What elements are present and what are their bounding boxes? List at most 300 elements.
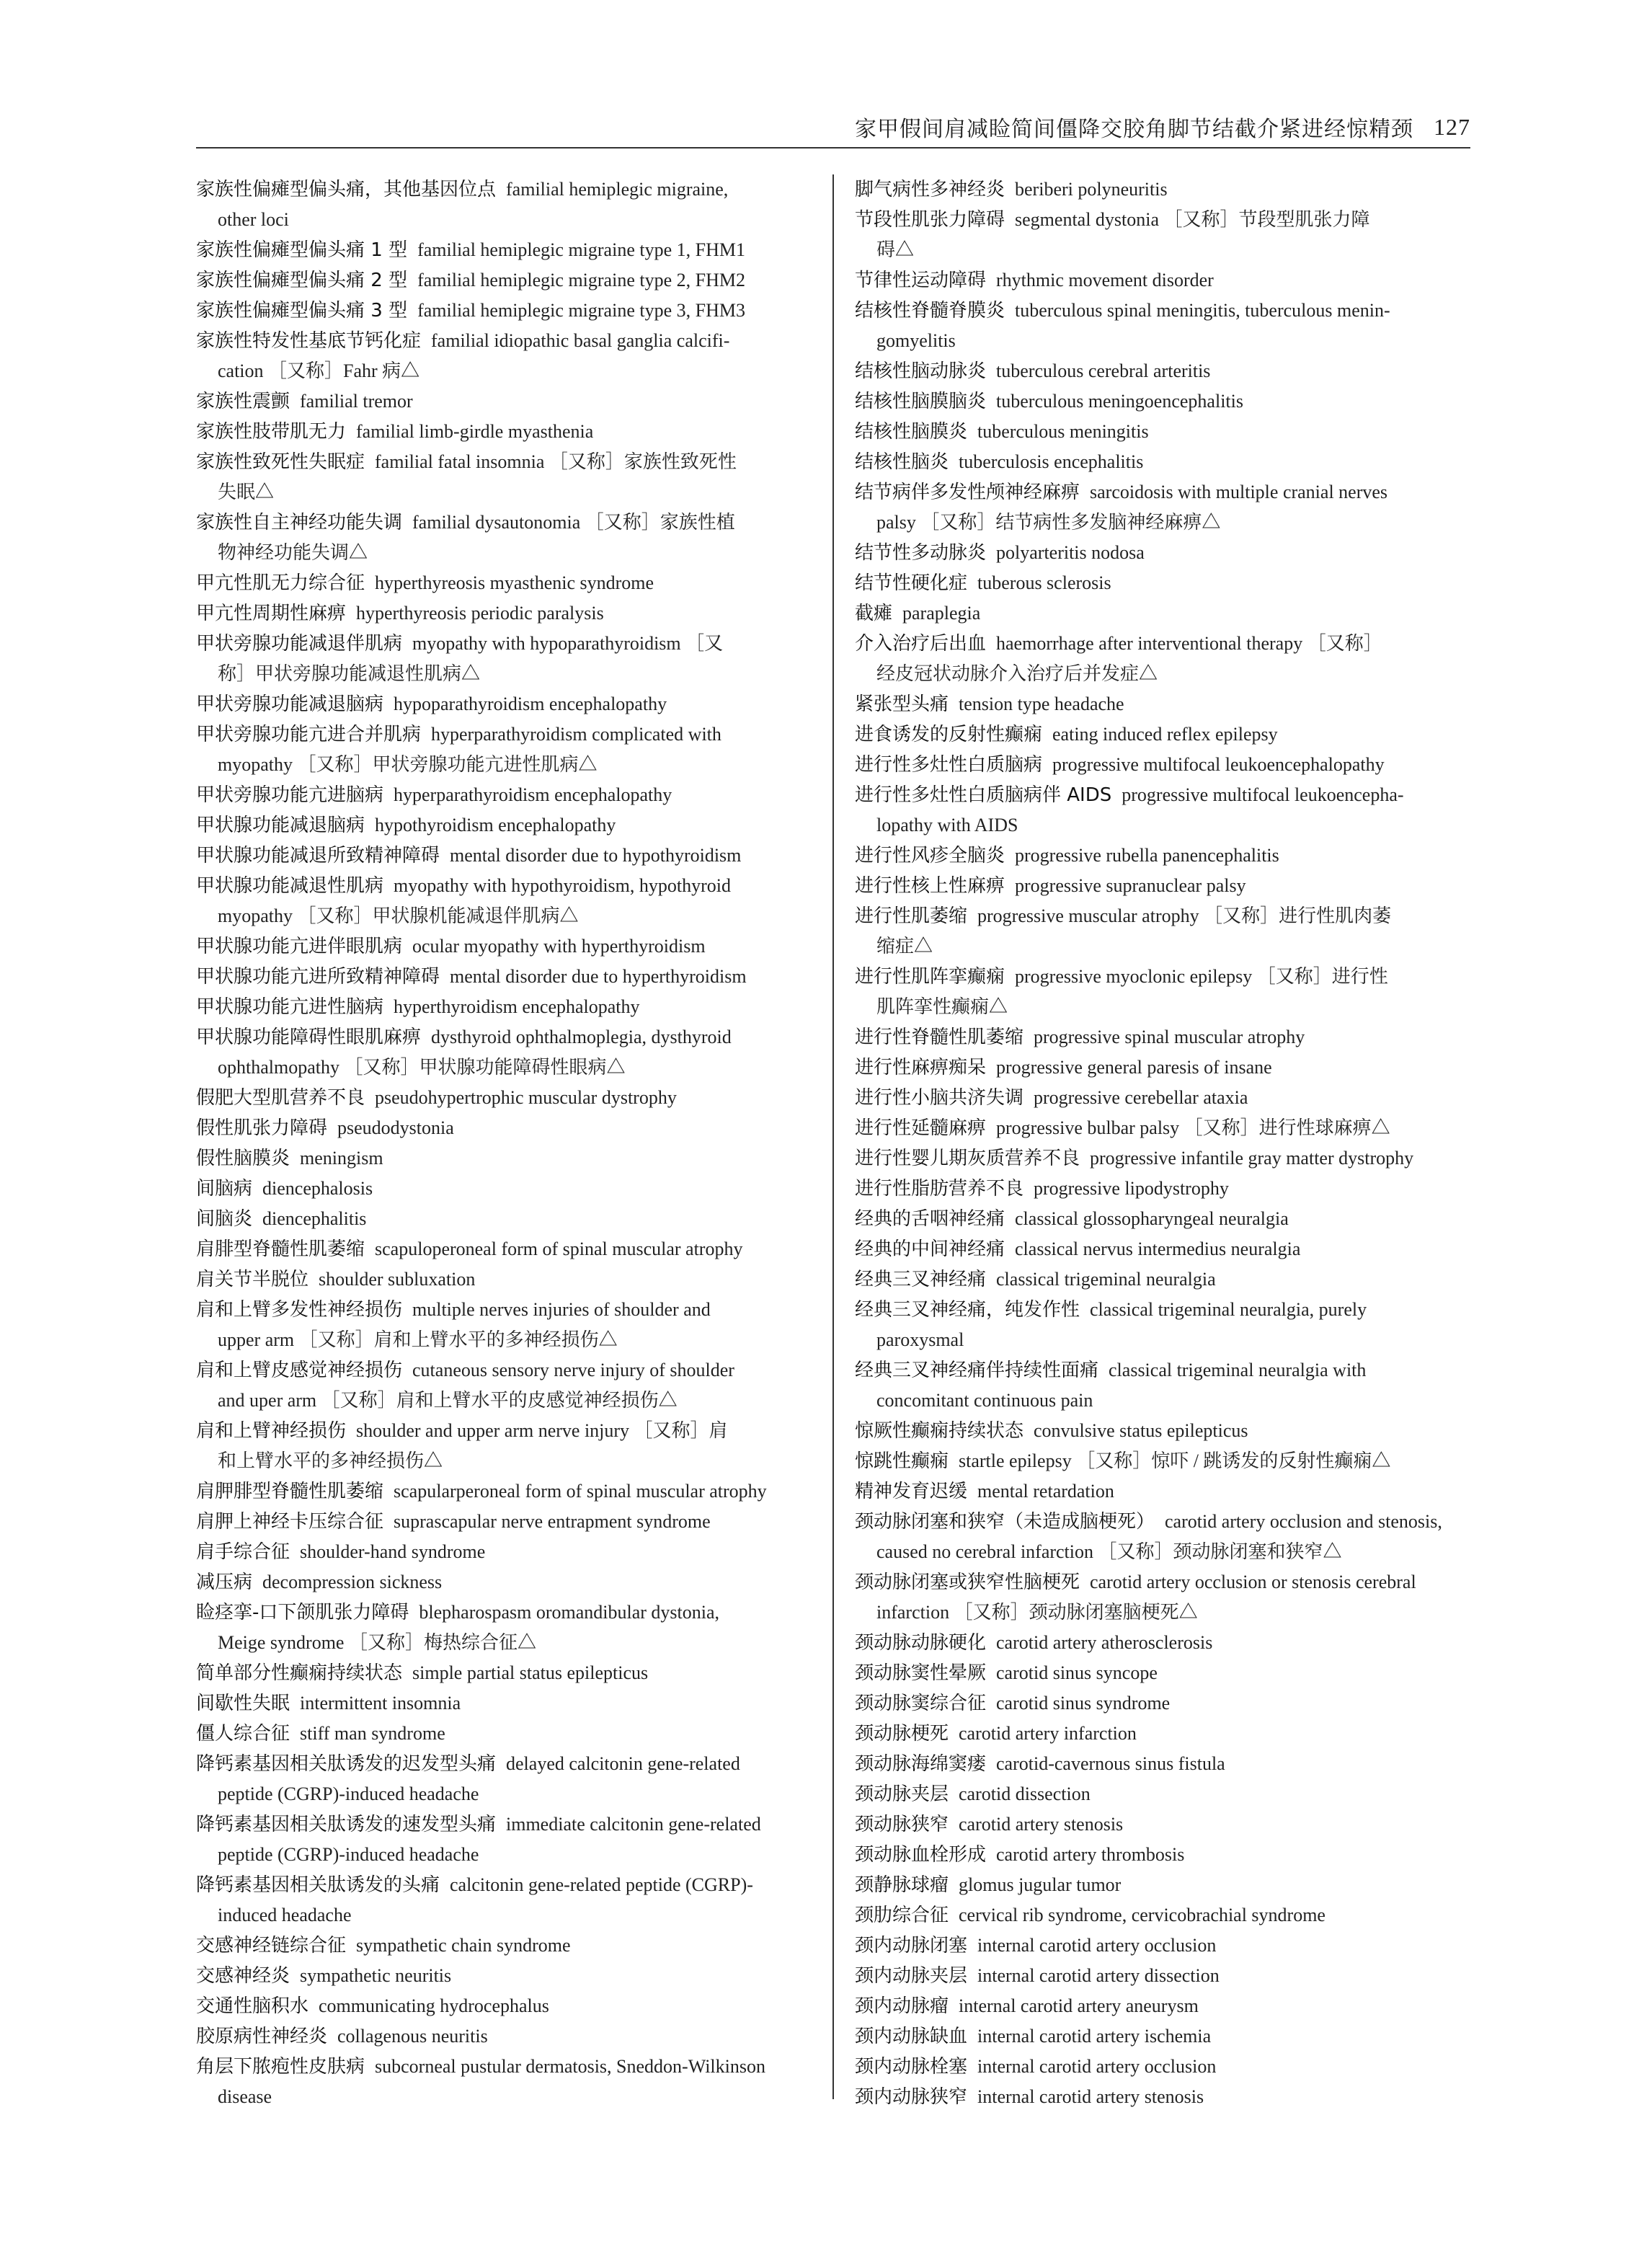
english-term: gomyelitis bbox=[876, 330, 956, 351]
entry-first-line bbox=[196, 780, 817, 810]
chinese-term: 肩腓型脊髓性肌萎缩 bbox=[196, 1238, 365, 1260]
chinese-term: 肩关节半脱位 bbox=[196, 1269, 309, 1290]
glossary-entry bbox=[196, 326, 817, 386]
glossary-entry bbox=[855, 750, 1470, 780]
entry-first-line bbox=[855, 750, 1470, 780]
english-term: sympathetic neuritis bbox=[300, 1965, 452, 1986]
glossary-entry bbox=[855, 1719, 1470, 1749]
chinese-term: 甲状腺功能亢进所致精神障碍 bbox=[196, 966, 440, 988]
english-term: internal carotid artery dissection bbox=[977, 1965, 1220, 1986]
chinese-term: 进行性小脑共济失调 bbox=[855, 1087, 1024, 1109]
glossary-entry bbox=[855, 1264, 1470, 1295]
chinese-term: 肩手综合征 bbox=[196, 1541, 290, 1563]
entry-first-line bbox=[196, 1143, 817, 1174]
glossary-entry bbox=[196, 1022, 817, 1083]
chinese-term: 假肥大型肌营养不良 bbox=[196, 1087, 365, 1109]
chinese-term: 进行性脊髓性肌萎缩 bbox=[855, 1027, 1024, 1048]
entry-continuation-line bbox=[196, 750, 817, 780]
english-term: mental disorder due to hypothyroidism bbox=[450, 845, 742, 866]
entry-continuation-line bbox=[855, 326, 1470, 356]
entry-continuation-line bbox=[855, 810, 1470, 841]
chinese-term: 进行性核上性麻痹 bbox=[855, 875, 1005, 897]
chinese-term: 颈内动脉缺血 bbox=[855, 2026, 968, 2047]
entry-first-line bbox=[855, 1264, 1470, 1295]
english-term: lopathy with AIDS bbox=[876, 815, 1018, 835]
english-term: palsy ［又称］结节病性多发脑神经麻痹△ bbox=[876, 512, 1221, 533]
english-term: tuberculosis encephalitis bbox=[959, 451, 1144, 472]
entry-first-line bbox=[196, 1688, 817, 1719]
entry-first-line bbox=[855, 356, 1470, 386]
entry-first-line bbox=[196, 841, 817, 871]
glossary-entry bbox=[855, 1416, 1470, 1446]
entry-first-line bbox=[855, 1688, 1470, 1719]
entry-continuation-line bbox=[196, 659, 817, 689]
glossary-entry bbox=[196, 1809, 817, 1870]
entry-first-line bbox=[196, 2021, 817, 2052]
english-term: multiple nerves injuries of shoulder and bbox=[412, 1299, 711, 1320]
glossary-entry bbox=[196, 1658, 817, 1688]
english-term: concomitant continuous pain bbox=[876, 1390, 1093, 1411]
english-term: eating induced reflex epilepsy bbox=[1052, 724, 1278, 745]
chinese-term: 惊厥性癫痫持续状态 bbox=[855, 1420, 1024, 1442]
header-title: 家甲假间肩减睑简间僵降交胶角脚节结截介紧进经惊精颈 bbox=[855, 117, 1413, 142]
entry-first-line bbox=[855, 1719, 1470, 1749]
chinese-term: 进行性婴儿期灰质营养不良 bbox=[855, 1148, 1080, 1169]
entry-first-line bbox=[196, 1961, 817, 1991]
glossary-entry bbox=[855, 598, 1470, 629]
chinese-term: 降钙素基因相关肽诱发的速发型头痛 bbox=[196, 1814, 497, 1835]
glossary-entry bbox=[196, 1537, 817, 1567]
chinese-term: 甲状腺功能障碍性眼肌麻痹 bbox=[196, 1027, 422, 1048]
chinese-term: 肩和上臂皮感觉神经损伤 bbox=[196, 1360, 403, 1381]
glossary-entry bbox=[196, 417, 817, 447]
chinese-term: 家族性致死性失眠症 bbox=[196, 451, 365, 473]
chinese-term: 进行性脂肪营养不良 bbox=[855, 1178, 1024, 1200]
entry-first-line bbox=[855, 477, 1470, 507]
chinese-term: 间歇性失眠 bbox=[196, 1693, 290, 1714]
entry-first-line bbox=[855, 871, 1470, 901]
english-term: convulsive status epilepticus bbox=[1034, 1420, 1248, 1441]
glossary-entry bbox=[196, 1870, 817, 1931]
entry-first-line bbox=[196, 1295, 817, 1325]
glossary-entry bbox=[855, 538, 1470, 568]
entry-first-line bbox=[855, 1658, 1470, 1688]
glossary-entry bbox=[855, 205, 1470, 265]
chinese-term: 结节性多动脉炎 bbox=[855, 542, 987, 564]
entry-first-line bbox=[196, 235, 817, 265]
english-term: collagenous neuritis bbox=[337, 2026, 488, 2047]
english-term: carotid artery occlusion or stenosis cerebral bbox=[1090, 1572, 1416, 1592]
english-term: classical trigeminal neuralgia with bbox=[1109, 1360, 1367, 1380]
english-term: pseudohypertrophic muscular dystrophy bbox=[375, 1087, 677, 1108]
glossary-entry bbox=[855, 296, 1470, 356]
english-term: hyperparathyroidism complicated with bbox=[431, 724, 721, 745]
glossary-entry bbox=[855, 568, 1470, 598]
entry-continuation-line bbox=[196, 538, 817, 568]
glossary-entry bbox=[196, 1749, 817, 1809]
english-term: tension type headache bbox=[959, 693, 1124, 714]
chinese-term: 进行性多灶性白质脑病伴 AIDS bbox=[855, 784, 1112, 806]
glossary-entry bbox=[196, 992, 817, 1022]
glossary-entry bbox=[855, 719, 1470, 750]
entry-first-line bbox=[855, 296, 1470, 326]
glossary-entry bbox=[196, 1688, 817, 1719]
running-header bbox=[196, 107, 1470, 149]
glossary-entry bbox=[196, 568, 817, 598]
chinese-term: 降钙素基因相关肽诱发的头痛 bbox=[196, 1874, 440, 1896]
glossary-entry bbox=[196, 841, 817, 871]
entry-first-line bbox=[196, 2052, 817, 2082]
english-term: progressive lipodystrophy bbox=[1034, 1178, 1229, 1199]
entry-first-line bbox=[196, 326, 817, 356]
chinese-term: 家族性肢带肌无力 bbox=[196, 421, 347, 443]
english-term: calcitonin gene-related peptide (CGRP)- bbox=[450, 1874, 753, 1895]
english-term: blepharospasm oromandibular dystonia, bbox=[419, 1602, 720, 1623]
english-term: classical glossopharyngeal neuralgia bbox=[1015, 1208, 1289, 1229]
english-term: infarction ［又称］颈动脉闭塞脑梗死△ bbox=[876, 1602, 1198, 1623]
entry-first-line bbox=[855, 265, 1470, 296]
glossary-entry bbox=[196, 1174, 817, 1204]
glossary-entry bbox=[196, 1416, 817, 1476]
chinese-term: 家族性偏瘫型偏头痛，其他基因位点 bbox=[196, 179, 497, 200]
chinese-term: 颈动脉闭塞或狭窄性脑梗死 bbox=[855, 1572, 1080, 1593]
chinese-term: 角层下脓疱性皮肤病 bbox=[196, 2056, 365, 2078]
glossary-entry bbox=[196, 386, 817, 417]
chinese-term: 降钙素基因相关肽诱发的迟发型头痛 bbox=[196, 1753, 497, 1775]
entry-first-line bbox=[196, 1991, 817, 2021]
english-term: haemorrhage after interventional therapy ［又称］ bbox=[996, 633, 1382, 654]
chinese-term: 结核性脑膜脑炎 bbox=[855, 391, 987, 412]
chinese-term: 进行性肌阵挛癫痫 bbox=[855, 966, 1005, 988]
chinese-term: 经典三叉神经痛伴持续性面痛 bbox=[855, 1360, 1099, 1381]
entry-continuation-line bbox=[196, 1325, 817, 1355]
english-term: familial hemiplegic migraine type 2, FHM2 bbox=[417, 270, 745, 291]
english-term: cation ［又称］Fahr 病△ bbox=[218, 360, 420, 381]
glossary-entry bbox=[196, 1204, 817, 1234]
chinese-term: 颈动脉夹层 bbox=[855, 1783, 949, 1805]
entry-continuation-line bbox=[196, 1446, 817, 1476]
entry-continuation-line bbox=[855, 1597, 1470, 1628]
chinese-term: 睑痉挛-口下颌肌张力障碍 bbox=[196, 1602, 409, 1623]
glossary-entry bbox=[196, 780, 817, 810]
english-term: mental retardation bbox=[977, 1481, 1114, 1502]
glossary-entry bbox=[855, 1355, 1470, 1416]
glossary-entry bbox=[855, 1779, 1470, 1809]
entry-first-line bbox=[196, 386, 817, 417]
entry-first-line bbox=[855, 1628, 1470, 1658]
entry-continuation-line bbox=[196, 1840, 817, 1870]
english-term: tuberculous meningoencephalitis bbox=[996, 391, 1243, 412]
entry-first-line bbox=[855, 2082, 1470, 2112]
glossary-entry bbox=[855, 962, 1470, 1022]
entry-first-line bbox=[196, 568, 817, 598]
chinese-term: 家族性偏瘫型偏头痛 3 型 bbox=[196, 300, 408, 322]
chinese-term: 颈动脉窦综合征 bbox=[855, 1693, 987, 1714]
entry-continuation-line bbox=[855, 659, 1470, 689]
entry-continuation-line bbox=[196, 1900, 817, 1931]
entry-first-line bbox=[855, 1143, 1470, 1174]
entry-first-line bbox=[855, 1931, 1470, 1961]
english-term: upper arm ［又称］肩和上臂水平的多神经损伤△ bbox=[218, 1329, 618, 1350]
glossary-entry bbox=[855, 2052, 1470, 2082]
english-term: internal carotid artery stenosis bbox=[977, 2086, 1204, 2107]
chinese-term: 进行性延髓麻痹 bbox=[855, 1117, 987, 1139]
glossary-entry bbox=[196, 174, 817, 235]
english-term: segmental dystonia ［又称］节段型肌张力障 bbox=[1015, 209, 1370, 230]
entry-first-line bbox=[855, 1174, 1470, 1204]
english-term: progressive multifocal leukoencephalopathy bbox=[1052, 754, 1385, 775]
chinese-term: 进食诱发的反射性癫痫 bbox=[855, 724, 1043, 745]
entry-first-line bbox=[855, 629, 1470, 659]
english-term: familial hemiplegic migraine type 3, FHM3 bbox=[417, 300, 745, 321]
glossary-entry bbox=[855, 1204, 1470, 1234]
english-term: progressive general paresis of insane bbox=[996, 1057, 1272, 1078]
english-term: shoulder and upper arm nerve injury ［又称］肩 bbox=[356, 1420, 728, 1441]
english-term: cervical rib syndrome, cervicobrachial syndrome bbox=[959, 1905, 1325, 1925]
entry-first-line bbox=[196, 1416, 817, 1446]
glossary-entry bbox=[196, 598, 817, 629]
entry-first-line bbox=[196, 1597, 817, 1628]
left-column bbox=[196, 174, 817, 2112]
english-term: disease bbox=[218, 2086, 272, 2107]
chinese-term: 甲状旁腺功能减退伴肌病 bbox=[196, 633, 403, 655]
glossary-entry bbox=[855, 1931, 1470, 1961]
english-term: 称］甲状旁腺功能减退性肌病△ bbox=[218, 663, 481, 684]
english-term: simple partial status epilepticus bbox=[412, 1662, 649, 1683]
entry-first-line bbox=[196, 265, 817, 296]
entry-first-line bbox=[196, 810, 817, 841]
english-term: 经皮冠状动脉介入治疗后并发症△ bbox=[876, 663, 1158, 684]
entry-first-line bbox=[855, 1234, 1470, 1264]
english-term: progressive myoclonic epilepsy ［又称］进行性 bbox=[1015, 966, 1388, 987]
glossary-entry bbox=[196, 296, 817, 326]
entry-first-line bbox=[196, 1234, 817, 1264]
entry-first-line bbox=[855, 2021, 1470, 2052]
entry-first-line bbox=[855, 1507, 1470, 1537]
english-term: diencephalosis bbox=[262, 1178, 373, 1199]
english-term: tuberculous cerebral arteritis bbox=[996, 360, 1211, 381]
english-term: familial dysautonomia ［又称］家族性植 bbox=[412, 512, 735, 533]
english-term: progressive bulbar palsy ［又称］进行性球麻痹△ bbox=[996, 1117, 1390, 1138]
glossary-entry bbox=[855, 447, 1470, 477]
glossary-entry bbox=[855, 1174, 1470, 1204]
right-column bbox=[855, 174, 1470, 2112]
chinese-term: 颈动脉血栓形成 bbox=[855, 1844, 987, 1866]
glossary-entry bbox=[196, 1264, 817, 1295]
glossary-entry bbox=[196, 1507, 817, 1537]
english-term: myopathy with hypothyroidism, hypothyroid bbox=[394, 875, 732, 896]
english-term: hypoparathyroidism encephalopathy bbox=[394, 693, 667, 714]
glossary-entry bbox=[855, 477, 1470, 538]
entry-first-line bbox=[855, 417, 1470, 447]
chinese-term: 假性肌张力障碍 bbox=[196, 1117, 328, 1139]
english-term: caused no cerebral infarction ［又称］颈动脉闭塞和狭窄△ bbox=[876, 1541, 1342, 1562]
entry-continuation-line bbox=[855, 931, 1470, 962]
english-term: carotid artery stenosis bbox=[959, 1814, 1124, 1835]
english-term: immediate calcitonin gene-related bbox=[506, 1814, 761, 1835]
glossary-entry bbox=[196, 1476, 817, 1507]
entry-first-line bbox=[196, 1870, 817, 1900]
page-number: 127 bbox=[1434, 113, 1470, 140]
entry-first-line bbox=[855, 598, 1470, 629]
entry-continuation-line bbox=[196, 205, 817, 235]
glossary-entry bbox=[855, 1749, 1470, 1779]
glossary-entry bbox=[855, 174, 1470, 205]
chinese-term: 颈动脉窦性晕厥 bbox=[855, 1662, 987, 1684]
entry-first-line bbox=[855, 719, 1470, 750]
english-term: pseudodystonia bbox=[337, 1117, 454, 1138]
english-term: paraplegia bbox=[902, 603, 981, 624]
chinese-term: 甲状腺功能亢进伴眼肌病 bbox=[196, 936, 403, 957]
english-term: 缩症△ bbox=[876, 936, 933, 957]
entry-first-line bbox=[855, 689, 1470, 719]
english-term: hypothyroidism encephalopathy bbox=[375, 815, 616, 835]
entry-continuation-line bbox=[855, 235, 1470, 265]
chinese-term: 节律性运动障碍 bbox=[855, 270, 987, 291]
glossary-entry bbox=[196, 1234, 817, 1264]
entry-continuation-line bbox=[196, 2082, 817, 2112]
english-term: myopathy with hypoparathyroidism ［又 bbox=[412, 633, 724, 654]
entry-first-line bbox=[196, 1204, 817, 1234]
english-term: tuberculous spinal meningitis, tuberculous menin- bbox=[1015, 300, 1390, 321]
chinese-term: 颈动脉海绵窦瘘 bbox=[855, 1753, 987, 1775]
chinese-term: 甲状旁腺功能减退脑病 bbox=[196, 693, 384, 715]
glossary-entry bbox=[855, 1961, 1470, 1991]
glossary-entry bbox=[196, 1961, 817, 1991]
entry-first-line bbox=[855, 1204, 1470, 1234]
english-term: induced headache bbox=[218, 1905, 352, 1925]
chinese-term: 经典三叉神经痛 bbox=[855, 1269, 987, 1290]
english-term: tuberous sclerosis bbox=[977, 572, 1111, 593]
glossary-entry bbox=[855, 1295, 1470, 1355]
chinese-term: 截瘫 bbox=[855, 603, 893, 624]
english-term: 碍△ bbox=[876, 239, 915, 260]
glossary-entry bbox=[196, 2052, 817, 2112]
english-term: carotid dissection bbox=[959, 1783, 1091, 1804]
entry-first-line bbox=[196, 1507, 817, 1537]
chinese-term: 经典的中间神经痛 bbox=[855, 1238, 1005, 1260]
chinese-term: 经典三叉神经痛，纯发作性 bbox=[855, 1299, 1080, 1321]
glossary-entry bbox=[855, 2082, 1470, 2112]
chinese-term: 颈内动脉狭窄 bbox=[855, 2086, 968, 2108]
chinese-term: 颈肋综合征 bbox=[855, 1905, 949, 1926]
entry-first-line bbox=[196, 992, 817, 1022]
entry-first-line bbox=[196, 1113, 817, 1143]
entry-first-line bbox=[855, 205, 1470, 235]
chinese-term: 僵人综合征 bbox=[196, 1723, 290, 1745]
glossary-entry bbox=[855, 1083, 1470, 1113]
entry-first-line bbox=[855, 538, 1470, 568]
entry-first-line bbox=[855, 1809, 1470, 1840]
english-term: cutaneous sensory nerve injury of shoulder bbox=[412, 1360, 734, 1380]
chinese-term: 颈内动脉闭塞 bbox=[855, 1935, 968, 1956]
english-term: communicating hydrocephalus bbox=[319, 1995, 549, 2016]
glossary-entry bbox=[855, 1628, 1470, 1658]
entry-first-line bbox=[855, 841, 1470, 871]
entry-first-line bbox=[855, 1749, 1470, 1779]
chinese-term: 家族性偏瘫型偏头痛 2 型 bbox=[196, 270, 408, 291]
chinese-term: 颈静脉球瘤 bbox=[855, 1874, 949, 1896]
chinese-term: 脚气病性多神经炎 bbox=[855, 179, 1005, 200]
chinese-term: 甲状腺功能减退所致精神障碍 bbox=[196, 845, 440, 866]
glossary-entry bbox=[855, 1022, 1470, 1052]
english-term: sarcoidosis with multiple cranial nerves bbox=[1090, 482, 1388, 502]
entry-first-line bbox=[855, 1355, 1470, 1386]
glossary-entry bbox=[855, 629, 1470, 689]
english-term: classical trigeminal neuralgia bbox=[996, 1269, 1216, 1290]
english-term: familial idiopathic basal ganglia calcifi- bbox=[431, 330, 730, 351]
glossary-entry bbox=[196, 719, 817, 780]
chinese-term: 肩胛上神经卡压综合征 bbox=[196, 1511, 384, 1533]
chinese-term: 惊跳性癫痫 bbox=[855, 1450, 949, 1472]
chinese-term: 进行性肌萎缩 bbox=[855, 905, 968, 927]
english-term: beriberi polyneuritis bbox=[1015, 179, 1168, 200]
english-term: familial fatal insomnia ［又称］家族性致死性 bbox=[375, 451, 737, 472]
chinese-term: 颈内动脉栓塞 bbox=[855, 2056, 968, 2078]
chinese-term: 进行性多灶性白质脑病 bbox=[855, 754, 1043, 776]
entry-first-line bbox=[855, 901, 1470, 931]
glossary-entry bbox=[855, 871, 1470, 901]
glossary-entry bbox=[196, 447, 817, 507]
english-term: hyperthyreosis periodic paralysis bbox=[356, 603, 604, 624]
entry-continuation-line bbox=[855, 1325, 1470, 1355]
glossary-entry bbox=[196, 265, 817, 296]
glossary-entry bbox=[855, 1143, 1470, 1174]
chinese-term: 甲亢性肌无力综合征 bbox=[196, 572, 365, 594]
english-term: progressive spinal muscular atrophy bbox=[1034, 1027, 1305, 1047]
english-term: hyperthyreosis myasthenic syndrome bbox=[375, 572, 654, 593]
entry-first-line bbox=[855, 1446, 1470, 1476]
entry-first-line bbox=[855, 1022, 1470, 1052]
entry-continuation-line bbox=[196, 1779, 817, 1809]
glossary-entry bbox=[196, 689, 817, 719]
entry-first-line bbox=[855, 1113, 1470, 1143]
english-term: peptide (CGRP)-induced headache bbox=[218, 1783, 479, 1804]
entry-first-line bbox=[855, 1840, 1470, 1870]
entry-first-line bbox=[855, 1991, 1470, 2021]
glossary-entry bbox=[196, 629, 817, 689]
english-term: carotid-cavernous sinus fistula bbox=[996, 1753, 1225, 1774]
entry-first-line bbox=[196, 1809, 817, 1840]
entry-first-line bbox=[196, 417, 817, 447]
english-term: shoulder-hand syndrome bbox=[300, 1541, 486, 1562]
entry-first-line bbox=[196, 1719, 817, 1749]
chinese-term: 结核性脊髓脊膜炎 bbox=[855, 300, 1005, 322]
entry-first-line bbox=[196, 1931, 817, 1961]
english-term: Meige syndrome ［又称］梅热综合征△ bbox=[218, 1632, 536, 1653]
entry-first-line bbox=[855, 780, 1470, 810]
english-term: other loci bbox=[218, 209, 289, 230]
chinese-term: 肩和上臂神经损伤 bbox=[196, 1420, 347, 1442]
glossary-entry bbox=[855, 780, 1470, 841]
chinese-term: 家族性偏瘫型偏头痛 1 型 bbox=[196, 239, 408, 261]
glossary-entry bbox=[196, 1597, 817, 1658]
english-term: glomus jugular tumor bbox=[959, 1874, 1122, 1895]
entry-continuation-line bbox=[855, 1537, 1470, 1567]
chinese-term: 进行性麻痹痴呆 bbox=[855, 1057, 987, 1078]
glossary-entry bbox=[855, 1113, 1470, 1143]
english-term: familial tremor bbox=[300, 391, 413, 412]
glossary-entry bbox=[855, 1658, 1470, 1688]
english-term: tuberculous meningitis bbox=[977, 421, 1149, 442]
chinese-term: 甲亢性周期性麻痹 bbox=[196, 603, 347, 624]
english-term: myopathy ［又称］甲状腺机能减退伴肌病△ bbox=[218, 905, 579, 926]
glossary-entry bbox=[196, 1567, 817, 1597]
chinese-term: 结节性硬化症 bbox=[855, 572, 968, 594]
glossary-entry bbox=[196, 1931, 817, 1961]
chinese-term: 颈内动脉夹层 bbox=[855, 1965, 968, 1987]
entry-first-line bbox=[855, 447, 1470, 477]
